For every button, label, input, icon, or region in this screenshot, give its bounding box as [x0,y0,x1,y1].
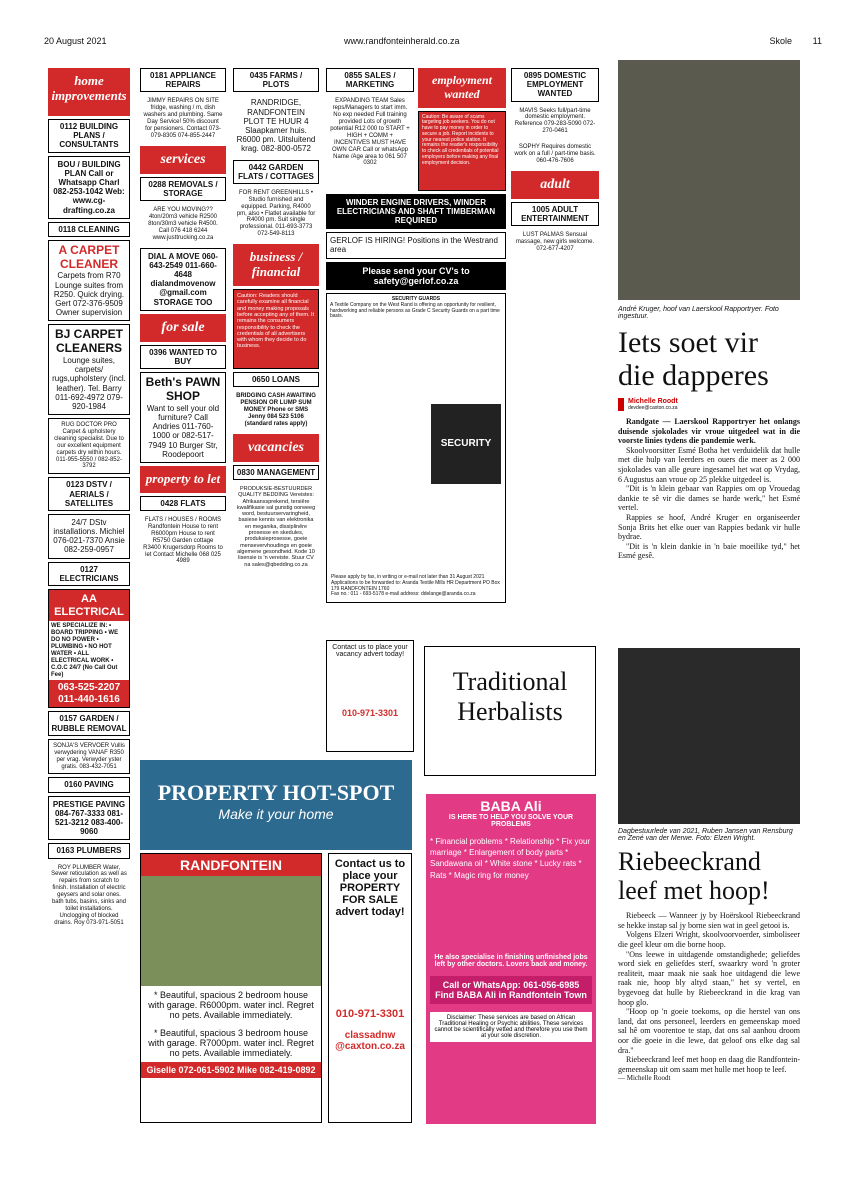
article1-email[interactable]: devdee@caxton.co.za [628,405,678,411]
ad-produksie: PRODUKSIE-BESTUURDER QUALITY BEDDING Vereistes: Afrikaanssprekend, tersiêre kwalifikasie sal gunstig oorweeg word, bestuurservaringheid, basiese kennis van elektronika en meganika, dissiplinêre prosesse en skedules, produksieprosesse, goeie mensevervhoudings en goeie algemene gesondheid. Kode 10 lisensie is 'n vereiste. Stuur CV na sales@qbedding.co.za [236,485,316,568]
ad-bj-title: BJ CARPET CLEANERS [54,327,123,356]
cat-management: 0830 MANAGEMENT [233,465,319,480]
article2-caption: Dagbestuurlede van 2021, Ruben Jansen van Rensburg en Zené van der Merwe. Foto: Elzeri Wright. [618,828,793,842]
ad-beths-title: Beth's PAWN SHOP [145,375,221,404]
property-contact-ad [328,853,412,1123]
baba-ali-ad [426,794,596,1124]
classifieds-col5 [511,68,599,259]
hotspot-title: PROPERTY HOT-SPOT [157,780,395,805]
ad-moving: ARE YOU MOVING?? 4ton/20m3 vehicle R2500 8ton/30m3 vehicle R4500. Call 076 418 6244 www.justtrucking.co.za [148,207,218,241]
services-banner: services [140,146,226,174]
randfontein-ad [140,853,322,1123]
prop-contact-text: Contact us to place your PROPERTY FOR SALE advert today! [334,858,406,918]
ad-rug: RUG DOCTOR PRO Carpet & upholstery cleaning specialist. Due to our excellent equipment carpets dry within hours. 011-955-5550 / 082-852-3792 [48,418,130,474]
article2-p4: Riebeeckrand leef met hoop en daag die Randfontein-gemeenskap uit om saam met hulle met hoop te leef. [618,1055,800,1074]
ad-carpet [48,240,130,322]
site-url[interactable]: www.randfonteinherald.co.za [344,36,460,46]
security-title: SECURITY GUARDS [391,296,441,303]
baba-sub: IS HERE TO HELP YOU SOLVE YOUR PROBLEMS [448,814,574,828]
article1-p4: "Dit is 'n klein dankie in 'n baie moeilike tyd," het Esmé gesê. [618,541,800,561]
article2-p3: "Hoop op 'n goeie toekoms, op die herstel van ons land, dat ons personeel, leerders en gemeenskap moed sal hê om voorentoe te stap, dat ons sal aanhou droom oor die goeie in die lewe, dat geloof ons elke dag sal dra." [618,1007,800,1055]
cat-wanted: 0396 WANTED TO BUY [140,345,226,369]
house-photo [141,876,321,986]
article1-p1: Skoolvoorsitter Esmé Botha het verduidelik dat hulle met die hulp van leerders en ouers die meer as 2 000 sjokolades van alle geure ingesamel het wat op Vrydag, 6 Augustus aan vroue op 25 plekke uitgedeel is. [618,445,800,484]
article2-sign: — Michelle Roodt [618,1074,671,1083]
property-hotspot-ad [140,760,412,850]
cat-removals: 0288 REMOVALS / STORAGE [140,177,226,201]
date: 20 August 2021 [44,36,107,46]
cat-appliance: 0181 APPLIANCE REPAIRS [140,68,226,92]
ad-aa-electrical [48,589,130,708]
baba-list: * Financial problems * Relationship * Fix your marriage * Enlargement of body parts * Sandawana oil * White stone * Lucky rats * Rats * Magic ring for money [430,837,591,880]
article2 [618,828,800,1083]
ad-aa-title: AA ELECTRICAL [49,590,129,621]
security-guard-image [431,404,501,484]
ad-aa-list: WE SPECIALIZE IN: • BOARD TRIPPING • WE DO NO POWER • PLUMBING • NO HOT WATER • ALL ELECTRICAL WORK • C.O.C 24/7 (No Call Out Fee) [51,623,119,678]
herbalist-ad [424,646,596,776]
security-body: A Textile Company on the West Rand is offering an opportunity for resilient, hardworking and reliable persons as Grade C Security Guards on a part time basis. [330,301,500,320]
section: Skole [769,36,792,46]
hotspot-sub: Make it your home [218,806,334,822]
cat-loans: 0650 LOANS [233,372,319,387]
security-apply-text: Please apply by fax, in writing or e-mail not later than 31 August 2021 Applications to be forwarded to: Aranda Textile Mills HR Department PO Box 179 RANDFONTEIN 1760 [331,574,500,592]
ad-dstv: 24/7 DStv installations. Michiel 076-021-7370 Ansie 082-259-0957 [48,514,130,559]
cat-garden: 0157 GARDEN / RUBBLE REMOVAL [48,711,130,735]
property-banner: property to let [140,466,226,493]
article1-byline: Michelle Roodt [628,398,678,405]
ad-dial: DIAL A MOVE 060-643-2549 011-660-4648 dialandmovenow @gmail.com STORAGE TOO [140,248,226,311]
ad-flats: FLATS / HOUSES / ROOMS Randfontein House to rent R6000pm House to rent R5750 Garden cottage R3400 Krugersdorp Rooms to let Contact Michelle 068 025 4989 [143,517,223,565]
classifieds-col3 [233,68,319,604]
security-fax: Fax no.: 011 - 693-5178 e-mail address: ddelange@aranda.co.za [331,591,476,598]
ad-bou: BOU / BUILDING PLAN Call or Whatsapp Charl 082-253-1042 Web: www.cg-drafting.co.za [48,156,130,219]
classifieds-col4 [326,68,506,606]
contact-vacancy-ad [326,640,414,752]
ad-paving: PRESTIGE PAVING 084-767-3333 081-521-3212 083-400-9060 [48,796,130,841]
vacancies-banner: vacancies [233,434,319,462]
article2-title: Riebeeckrand leef met hoop! [618,847,770,905]
article2-p1: Volgens Elzeri Wright, skoolvoorvoerder, simboliseer die geel kleur om die borne hoop. [618,930,800,949]
adult-banner: adult [511,171,599,199]
cat-dstv: 0123 DSTV / AERIALS / SATELLITES [48,477,130,511]
ad-bj [48,324,130,415]
ad-greenhills: FOR RENT GREENHILLS • Studio furnished and equipped. Parking, R4000 pm, also • Flatlet available for R4000 pm. Suit single professional. 011-693-3773 072-549-8113 [236,189,316,238]
article1-caption: André Kruger, hoof van Laerskool Rapportryer. Foto ingestuur. [618,306,779,320]
cat-farms: 0435 FARMS / PLOTS [233,68,319,92]
article1 [618,306,800,561]
ad-jimmy: JIMMY REPAIRS ON SITE fridge, washing / m, dish washers and plumbing. Same Day Service! 50% discount for pensioners. Contact 073-079-8305 074-855-2447 [143,98,223,139]
baba-also: He also specialise in finishing unfinished jobs left by other doctors. Lovers back and money. [434,954,588,968]
baba-call[interactable]: Call or WhatsApp: 061-056-6985 Find BABA Ali in Randfontein Town [430,976,592,1004]
baba-disclaimer: Disclaimer: These services are based on African Traditional Healing or Psychic abilities. These services cannot be scientifically vetted and therefore you use them at your sole discretion. [430,1012,592,1042]
gerlof-title: WINDER ENGINE DRIVERS, WINDER ELECTRICIANS AND SHAFT TIMBERMAN REQUIRED [326,194,506,230]
ad-expanding: EXPANDING TEAM Sales reps/Managers to start imm. No exp needed Full training provided Lots of growth potential R12 000 to START + HIGH + COMM + INCENTIVES MUST HAVE OWN CAR Call or whatsApp Name /Age area to 061 507 0302 [330,98,410,167]
article1-p3: Rappies se hoof, André Kruger en organiseerder Sonja Brits het elke ouer van Rappies bedank vir hulle bydrae. [618,512,800,542]
ad-lust: LUST PALMAS Sensual massage, new girls welcome. 072-677-4207 [515,232,595,253]
cat-cleaning: 0118 CLEANING [48,222,130,237]
caution-business: Caution: Readers should carefully examine all financial and money making proposals before accepting any of them. It remains the consumers responsibility to check the credentials of all advertisers with whom they decide to do business. [233,289,319,369]
ad-carpet-body: Carpets from R70 Lounge suites from R250. Quick drying. Gert 072-376-9509 Owner supervision [53,271,125,318]
classifieds-col2 [140,68,226,571]
prop-email[interactable]: classadnw @caxton.co.za [335,1030,405,1052]
article1-p2: "Dit is 'n klein gebaar van Rappies om op Vrouedag dankie te sê vir die dames se harde werk," het Esmé vertel. [618,484,800,513]
rand-title: RANDFONTEIN [141,854,321,876]
ad-sophy: SOPHY Requires domestic work on a full / part-time basis. 060-476-7606 [514,144,596,164]
article1-title: Iets soet vir die dapperes [618,326,769,392]
ad-bj-body: Lounge suites, carpets/ rugs,upholstery (incl. leather). Tel. Barry 011-692-4972 079-920-1984 [52,356,126,411]
caution-employment: Caution: Be aware of scams targeting job seekers. You do not have to pay money in order to secure a job. Report incidents to your nearest police station. It remains the reader's responsibility to check all credentials of potential employers before making any final employment decision. [418,111,506,191]
rand-body2: * Beautiful, spacious 3 bedroom house with garage. R7000pm. water incl. Regret no pets. Available immediately. [148,1028,314,1058]
contact-vacancy-phone: 010-971-3301 [341,708,399,718]
cat-flats: 0428 FLATS [140,496,226,511]
cat-electric: 0127 ELECTRICIANS [48,562,130,586]
ad-roy: ROY PLUMBER Water, Sewer reticulation as well as repairs from scratch to finish. Installation of electric geysers and solar ones. bath tubs, basins, sinks and toilet installations. Unclogging of blocked drains. Roy 073-971-5051 [51,864,127,926]
cat-paving: 0160 PAVING [48,777,130,792]
gerlof-hiring: GERLOF IS HIRING! Positions in the Westrand area [326,232,506,258]
article1-lead: Randgate — Laerskool Rapportryer het onlangs duisende sjokolades vir vroue uitgedeel wat in die voorste linies tydens die pandemie werk. [618,417,800,446]
ad-carpet-title: A CARPET CLEANER [58,242,120,271]
ad-bridging: BRIDGING CASH AWAITING PENSION OR LUMP SUM MONEY Phone or SMS Jenny 084 523 5106 (standard rates apply) [236,393,316,427]
article2-lead: Riebeeck — Wanneer jy by Hoërskool Riebeeckrand se hekke instap sal jy borne sien wat in geel getooi is. [618,911,800,930]
security-label: SECURITY [440,438,492,450]
contact-vacancy-text: Contact us to place your vacancy advert today! [332,644,408,658]
ad-mavis: MAVIS Seeks full/part-time domestic employment. Reference 079-283-5090 072-270-0461 [514,107,596,135]
article2-p2: "Ons leewe in uitdagende omstandighede; geliefdes word siek en geliefdes sterf, swaarkry word 'n groter realiteit, maar maak nie saak hoe uitdagend die lewe raak nie, hoop bly altyd staan," het sy vertel, en bygevoeg dat hulle by Riebeeckrand in die krag van hoop glo. [618,949,800,1007]
ad-beths [140,372,226,463]
article1-body [618,417,800,561]
prop-phone: 010-971-3301 [335,1008,405,1020]
cat-adult: 1005 ADULT ENTERTAINMENT [511,202,599,226]
rand-contact: Giselle 072-061-5902 Mike 082-419-0892 [141,1062,321,1078]
home-banner: home improvements [48,68,130,116]
security-apply [331,575,501,598]
kruger-photo [618,60,800,300]
security-ad [326,293,506,603]
ad-randridge: RANDRIDGE, RANDFONTEIN PLOT TE HUUR 4 Slaapkamer huis. R6000 pm. Uitsluitend krag. 082-800-0572 [236,98,316,154]
ad-sonja: SONJA'S VERVOER Vullis verwydering VANAF R350 per vrag. Verwyder yster gratis. 083-432-7051 [48,739,130,775]
cat-building: 0112 BUILDING PLANS / CONSULTANTS [48,119,130,153]
business-banner: business / financial [233,244,319,286]
herbalist-title1: Traditional [452,667,568,696]
ad-beths-body: Want to sell your old furniture? Call Andries 011-760-1000 or 082-517-7949 10 Burger Str, Roodepoort [146,403,220,459]
employment-banner: employment wanted [418,68,506,108]
classifieds-col1 [48,68,130,933]
cat-plumbers: 0163 PLUMBERS [48,843,130,858]
forsale-banner: for sale [140,314,226,342]
article2-body [618,911,800,1082]
cat-sales: 0855 SALES / MARKETING [326,68,414,92]
ad-aa-phone: 063-525-2207 011-440-1616 [49,680,129,707]
gerlof-cv[interactable]: Please send your CV's to safety@gerlof.co.za [326,262,506,291]
baba-title: BABA Ali [480,798,542,814]
rand-body1: * Beautiful, spacious 2 bedroom house with garage. R6000pm. water incl. Regret no pets. Available immediately. [148,990,314,1020]
page-header [44,36,822,50]
page-number: 11 [812,36,822,46]
cat-garden-flats: 0442 GARDEN FLATS / COTTAGES [233,160,319,184]
students-photo [618,648,800,824]
cat-domestic: 0895 DOMESTIC EMPLOYMENT WANTED [511,68,599,102]
herbalist-title2: Herbalists [457,697,563,726]
